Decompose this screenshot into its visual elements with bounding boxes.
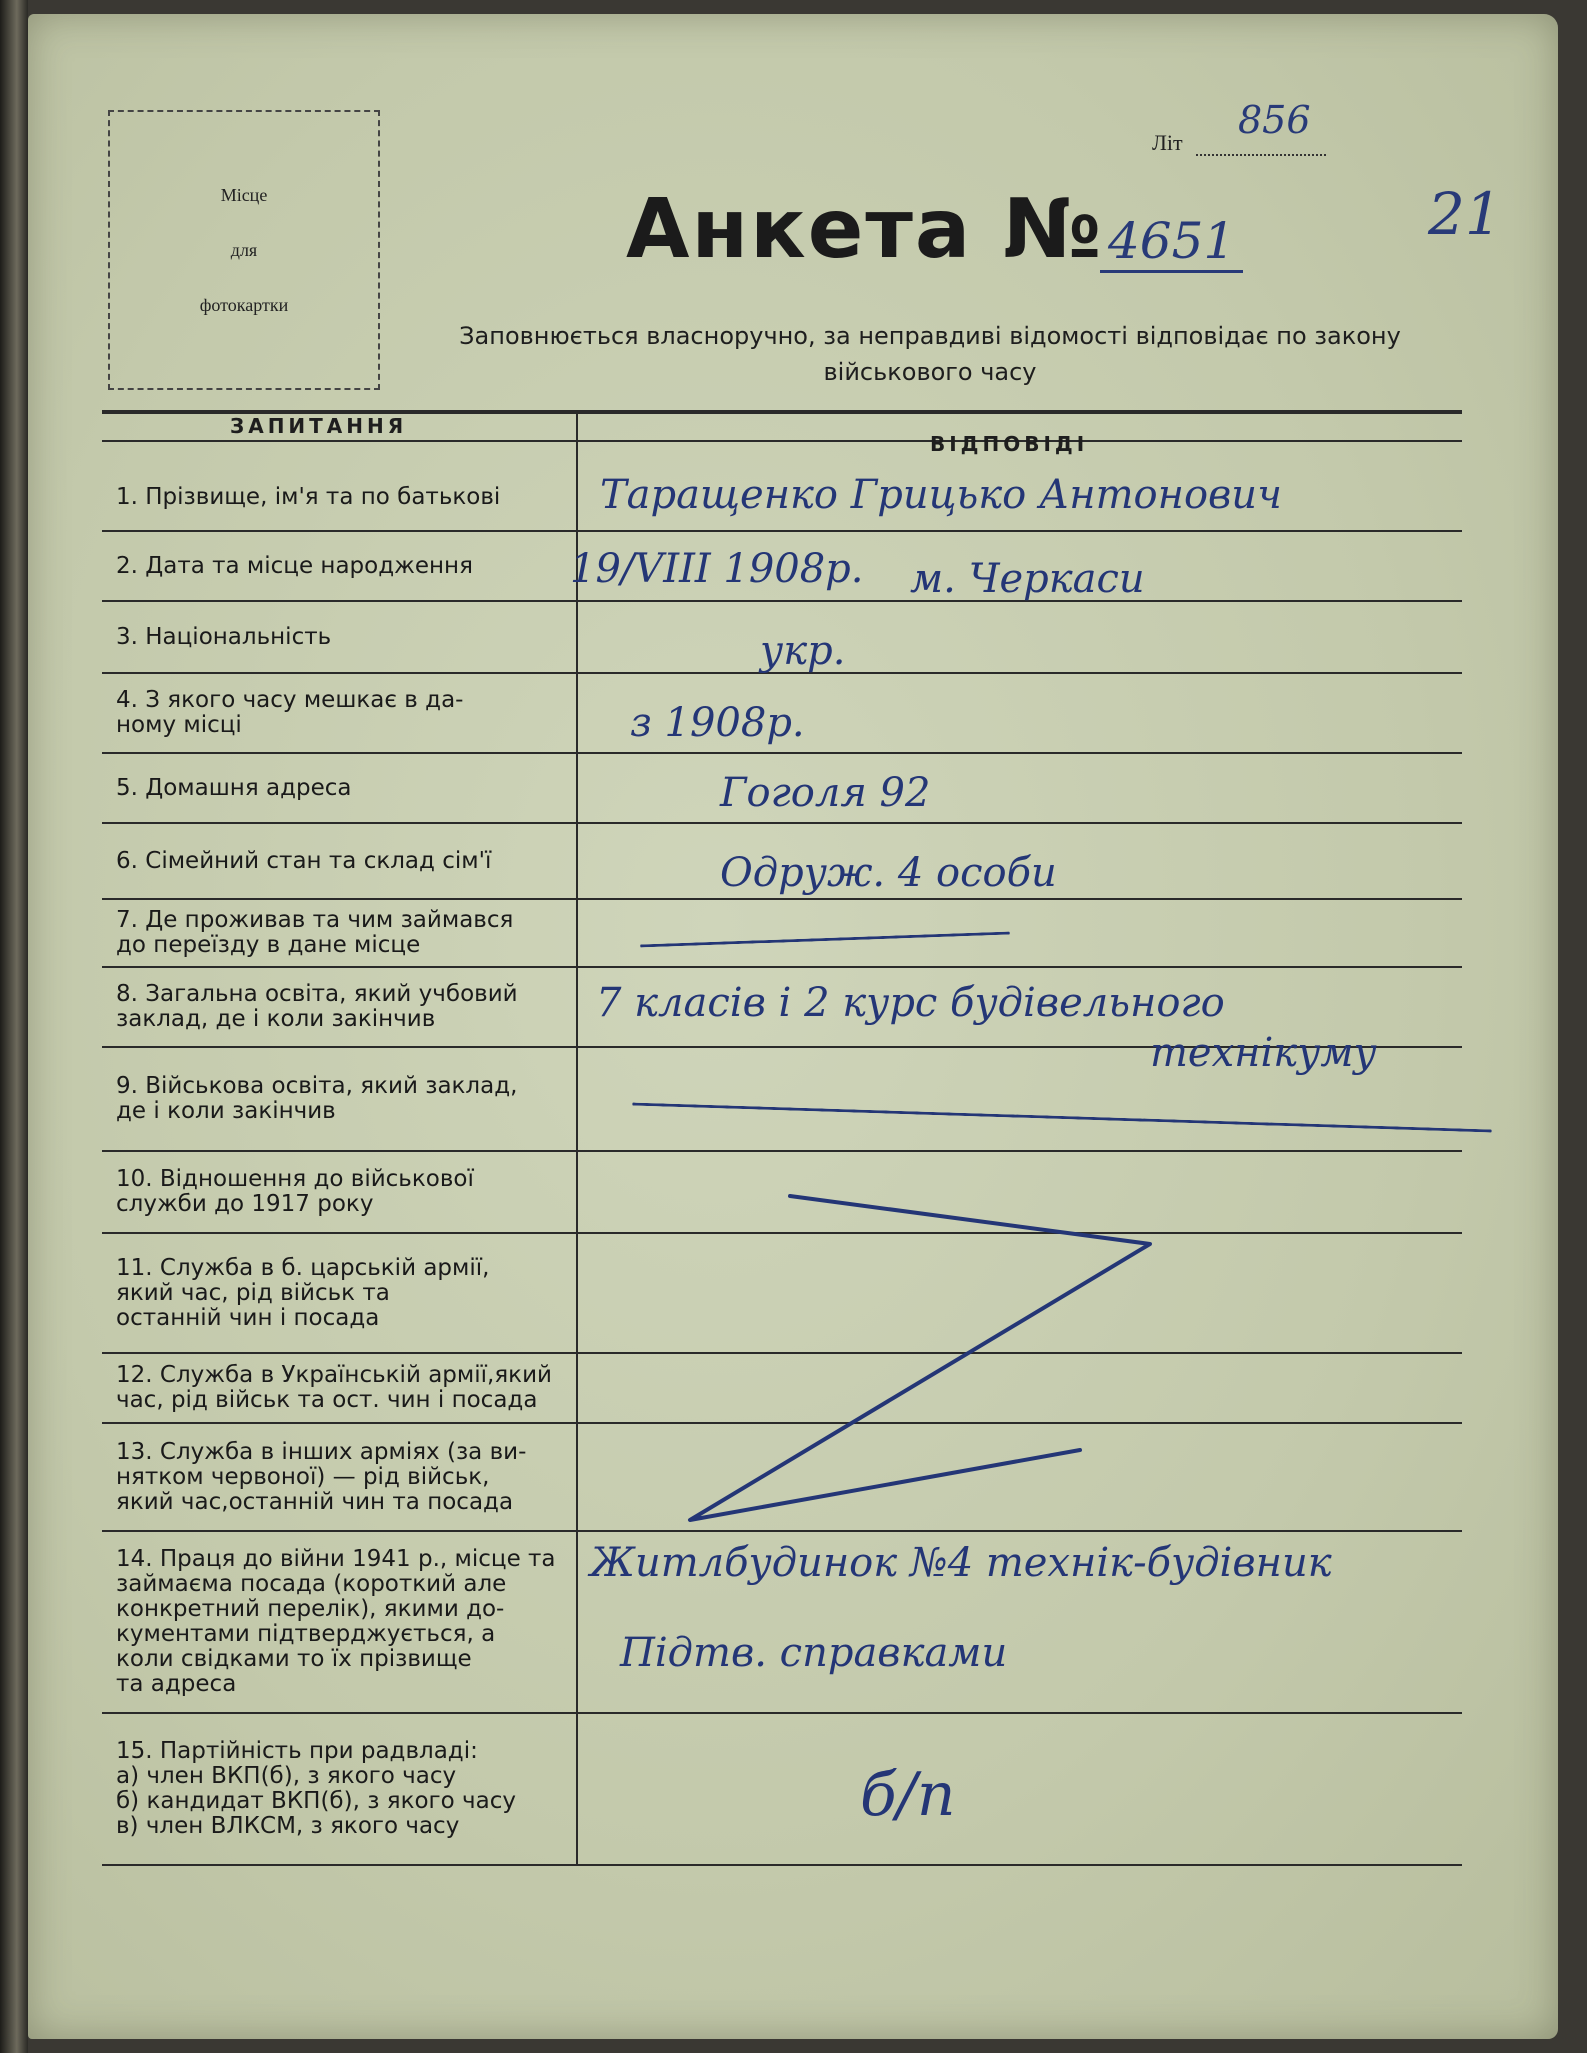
question-15-line: в) член ВЛКСМ, з якого часу <box>116 1813 460 1839</box>
row-separator <box>102 898 1462 900</box>
question-9-line: 9. Військова освіта, який заклад, <box>116 1073 518 1099</box>
question-15 <box>102 1718 562 1860</box>
question-4-line: 4. З якого часу мешкає в да- <box>116 687 464 713</box>
question-5-line: 5. Домашня адреса <box>116 774 352 801</box>
answer-birth-place: м. Черкаси <box>910 556 1145 602</box>
column-header-questions: ЗАПИТАННЯ <box>230 414 408 438</box>
answer-education-line1: 7 класів і 2 курс будівельного <box>596 980 1225 1026</box>
question-10 <box>102 1156 562 1228</box>
question-1 <box>102 468 562 526</box>
instructions-line2: військового часу <box>823 358 1037 386</box>
question-4 <box>102 678 562 748</box>
question-11-line: останній чин і посада <box>116 1304 380 1331</box>
answer-education-line2: технікуму <box>1150 1030 1377 1076</box>
question-7-line: 7. Де проживав та чим займався <box>116 907 514 933</box>
question-2 <box>102 536 562 596</box>
answer-family-status: Одруж. 4 особи <box>720 850 1057 896</box>
question-1-line: 1. Прізвище, ім'я та по батькові <box>116 483 501 510</box>
row-separator <box>102 1150 1462 1152</box>
question-7 <box>102 904 562 962</box>
photo-placeholder-box <box>108 110 380 390</box>
form-instructions <box>400 318 1460 390</box>
instructions-line1: Заповнюється власноручно, за неправдиві відомості відповідає по закону <box>459 322 1401 350</box>
photo-label-line1: Місце <box>220 184 268 205</box>
question-9-line: де і коли закінчив <box>116 1098 336 1124</box>
question-6 <box>102 828 562 894</box>
question-14 <box>102 1536 562 1708</box>
question-14-line: 14. Праця до війни 1941 р., місце та <box>116 1546 556 1572</box>
question-7-line: до переїзду в дане місце <box>116 932 421 958</box>
question-9 <box>102 1052 562 1146</box>
answer-residence-since: з 1908р. <box>630 700 805 746</box>
row-separator <box>102 600 1462 602</box>
question-15-line: б) кандидат ВКП(б), з якого часу <box>116 1788 516 1814</box>
question-8 <box>102 972 562 1042</box>
question-8-line: заклад, де і коли закінчив <box>116 1006 436 1032</box>
row-separator <box>102 966 1462 968</box>
row-separator <box>102 1864 1462 1866</box>
row-separator <box>102 822 1462 824</box>
form-number-handwritten: 4651 <box>1100 212 1243 273</box>
answer-party-membership: б/п <box>860 1760 956 1830</box>
question-10-line: 10. Відношення до військової <box>116 1166 474 1192</box>
row-separator <box>102 1232 1462 1234</box>
answer-nationality: укр. <box>760 628 846 674</box>
lit-underline <box>1196 154 1326 156</box>
question-6-line: 6. Сімейний стан та склад сім'ї <box>116 847 492 874</box>
question-12 <box>102 1358 562 1418</box>
question-14-line: кументами підтверджується, а <box>116 1621 496 1647</box>
answer-home-address: Гоголя 92 <box>720 770 931 816</box>
question-8-line: 8. Загальна освіта, який учбовий <box>116 981 518 1007</box>
row-separator <box>102 1530 1462 1532</box>
lit-label: Літ <box>1152 130 1183 155</box>
question-15-line: 15. Партійність при радвладі: <box>116 1738 478 1764</box>
sheet-number-handwritten: 21 <box>1428 180 1502 248</box>
question-13-line: який час,останній чин та посада <box>116 1488 514 1515</box>
row-separator <box>102 1422 1462 1424</box>
question-14-line: коли свідками то їх прізвище <box>116 1646 472 1672</box>
question-3-line: 3. Національність <box>116 623 332 650</box>
answer-full-name: Таращенко Грицько Антонович <box>600 472 1282 518</box>
question-11-line: 11. Служба в б. царській армії, <box>116 1254 490 1281</box>
row-separator <box>102 752 1462 754</box>
photo-label-line3: фотокартки <box>199 294 289 315</box>
table-header-rule <box>102 440 1462 442</box>
question-14-line: конкретний перелік), якими до- <box>116 1596 505 1622</box>
answer-work-line1: Житлбудинок №4 технік-будівник <box>590 1540 1332 1586</box>
column-header-answers: ВІДПОВІДІ <box>930 432 1089 456</box>
question-11 <box>102 1238 562 1348</box>
question-14-line: займаєма посада (короткий але <box>116 1571 507 1597</box>
question-11-line: який час, рід військ та <box>116 1279 390 1306</box>
question-15-line: а) член ВКП(б), з якого часу <box>116 1763 457 1789</box>
question-10-line: служби до 1917 року <box>116 1191 374 1217</box>
photo-label-line2: для <box>230 239 258 260</box>
question-12-line: 12. Служба в Українській армії,який <box>116 1362 552 1388</box>
question-5 <box>102 758 562 818</box>
document-title: Анкета № <box>626 182 1104 277</box>
answer-birth-date: 19/VIII 1908р. <box>570 546 864 592</box>
lit-value-handwritten: 856 <box>1238 98 1311 142</box>
question-13 <box>102 1428 562 1526</box>
question-12-line: час, рід військ та ост. чин і посада <box>116 1387 538 1413</box>
answer-work-line2: Підтв. справками <box>620 1630 1008 1676</box>
question-13-line: 13. Служба в інших арміях (за ви- <box>116 1438 527 1465</box>
question-4-line: ному місці <box>116 712 242 738</box>
column-divider <box>576 410 578 1864</box>
question-3 <box>102 606 562 668</box>
question-2-line: 2. Дата та місце народження <box>116 552 473 579</box>
row-separator <box>102 530 1462 532</box>
question-14-line: та адреса <box>116 1671 237 1697</box>
row-separator <box>102 1352 1462 1354</box>
book-spine <box>0 0 28 2053</box>
question-13-line: нятком червоної) — рід військ, <box>116 1463 490 1490</box>
row-separator <box>102 1712 1462 1714</box>
